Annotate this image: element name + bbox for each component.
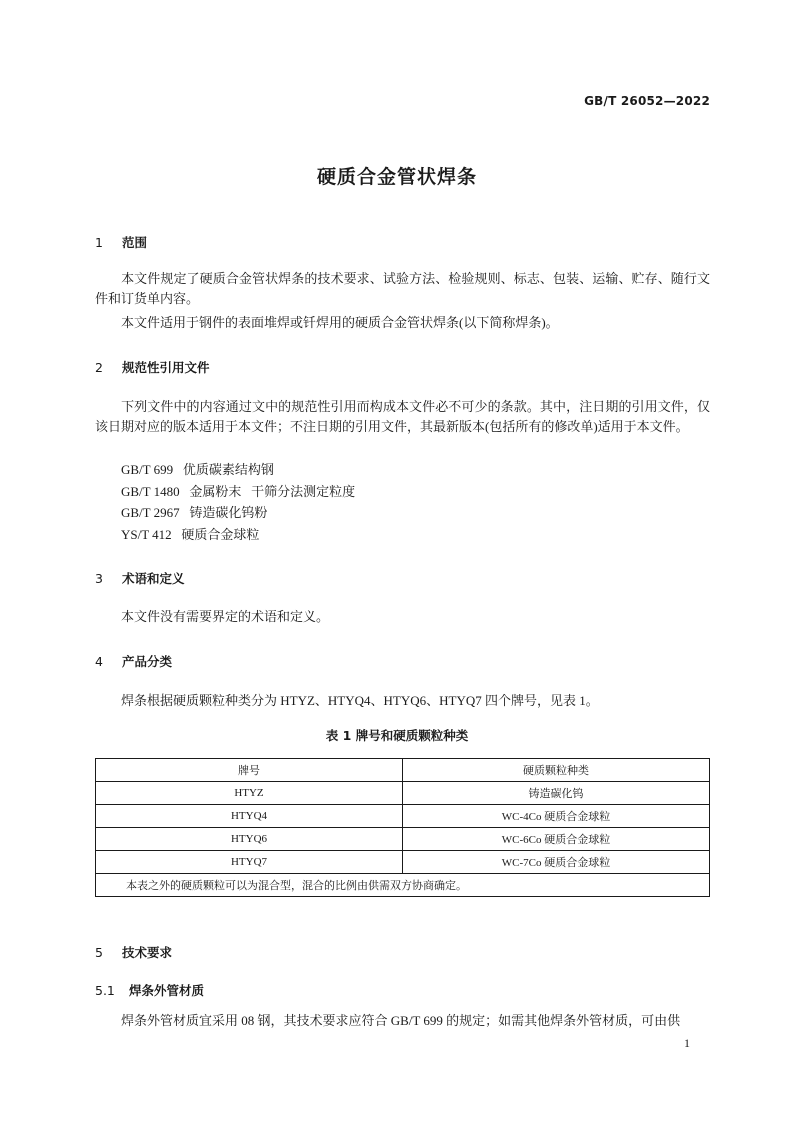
section-4-heading [95,652,172,670]
table-header-cell: 硬质颗粒种类 [403,759,710,782]
reference-item: YS/T 412 硬质合金球粒 [121,526,260,542]
standard-number: GB/T 26052—2022 [584,94,710,108]
section-5-heading [95,943,172,961]
table-cell: HTYZ [96,782,403,805]
paragraph-text: 本文件规定了硬质合金管状焊条的技术要求、试验方法、检验规则、标志、包装、运输、贮存、随行文件和订货单内容。 [95,271,710,306]
section-title: 术语和定义 [122,571,185,586]
table-row [96,782,710,805]
section-number: 5.1 [95,983,115,998]
section-title: 焊条外管材质 [129,983,205,998]
normative-references-list [121,459,355,545]
table-cell: WC-7Co 硬质合金球粒 [403,851,710,874]
section-number: 2 [95,360,103,375]
table-row [96,805,710,828]
table-note-row [96,874,710,897]
table-note: 本表之外的硬质颗粒可以为混合型，混合的比例由供需双方协商确定。 [96,874,710,897]
paragraph-text: 焊条外管材质宜采用 08 钢，其技术要求应符合 GB/T 699 的规定；如需其他焊条外管材质，可由供 [121,1013,681,1028]
section-3-paragraph-1 [95,607,710,627]
section-1-paragraph-1 [95,269,710,309]
page-number: 1 [684,1036,690,1050]
table-header-row [96,759,710,782]
paragraph-text: 下列文件中的内容通过文中的规范性引用而构成本文件必不可少的条款。其中，注日期的引用文件，仅该日期对应的版本适用于本文件；不注日期的引用文件，其最新版本(包括所有的修改单)适用于本文件。 [95,399,710,434]
table-row [96,828,710,851]
section-title: 规范性引用文件 [122,360,210,375]
table-header-cell: 牌号 [96,759,403,782]
table-cell: HTYQ7 [96,851,403,874]
section-number: 1 [95,235,103,250]
paragraph-text: 本文件没有需要界定的术语和定义。 [121,609,330,624]
section-4-paragraph-1 [95,691,710,711]
table-cell: 铸造碳化钨 [403,782,710,805]
section-1-paragraph-2 [95,313,710,333]
section-number: 3 [95,571,103,586]
paragraph-text: 焊条根据硬质颗粒种类分为 HTYZ、HTYQ4、HTYQ6、HTYQ7 四个牌号，见表 1。 [121,693,599,708]
section-2-paragraph-1 [95,397,710,437]
reference-item: GB/T 699 优质碳素结构钢 [121,462,274,477]
table-cell: WC-6Co 硬质合金球粒 [403,828,710,851]
paragraph-text: 本文件适用于钢件的表面堆焊或钎焊用的硬质合金管状焊条(以下简称焊条)。 [121,315,559,330]
section-number: 5 [95,945,103,960]
section-3-heading [95,569,185,587]
table-cell: HTYQ4 [96,805,403,828]
section-5-1-heading [95,981,204,999]
section-5-1-paragraph-1 [95,1011,710,1031]
table-1-caption: 表 1 牌号和硬质颗粒种类 [325,728,469,743]
section-2-heading [95,358,210,376]
section-1-heading [95,233,147,251]
table-cell: WC-4Co 硬质合金球粒 [403,805,710,828]
section-number: 4 [95,654,103,669]
document-title: 硬质合金管状焊条 [316,166,477,188]
section-title: 范围 [122,235,148,250]
reference-item: GB/T 2967 铸造碳化钨粉 [121,505,268,520]
table-row [96,851,710,874]
section-title: 产品分类 [122,654,173,669]
reference-item: GB/T 1480 金属粉末 干筛分法测定粒度 [121,483,356,499]
table-1 [95,758,710,897]
section-title: 技术要求 [122,945,173,960]
table-cell: HTYQ6 [96,828,403,851]
